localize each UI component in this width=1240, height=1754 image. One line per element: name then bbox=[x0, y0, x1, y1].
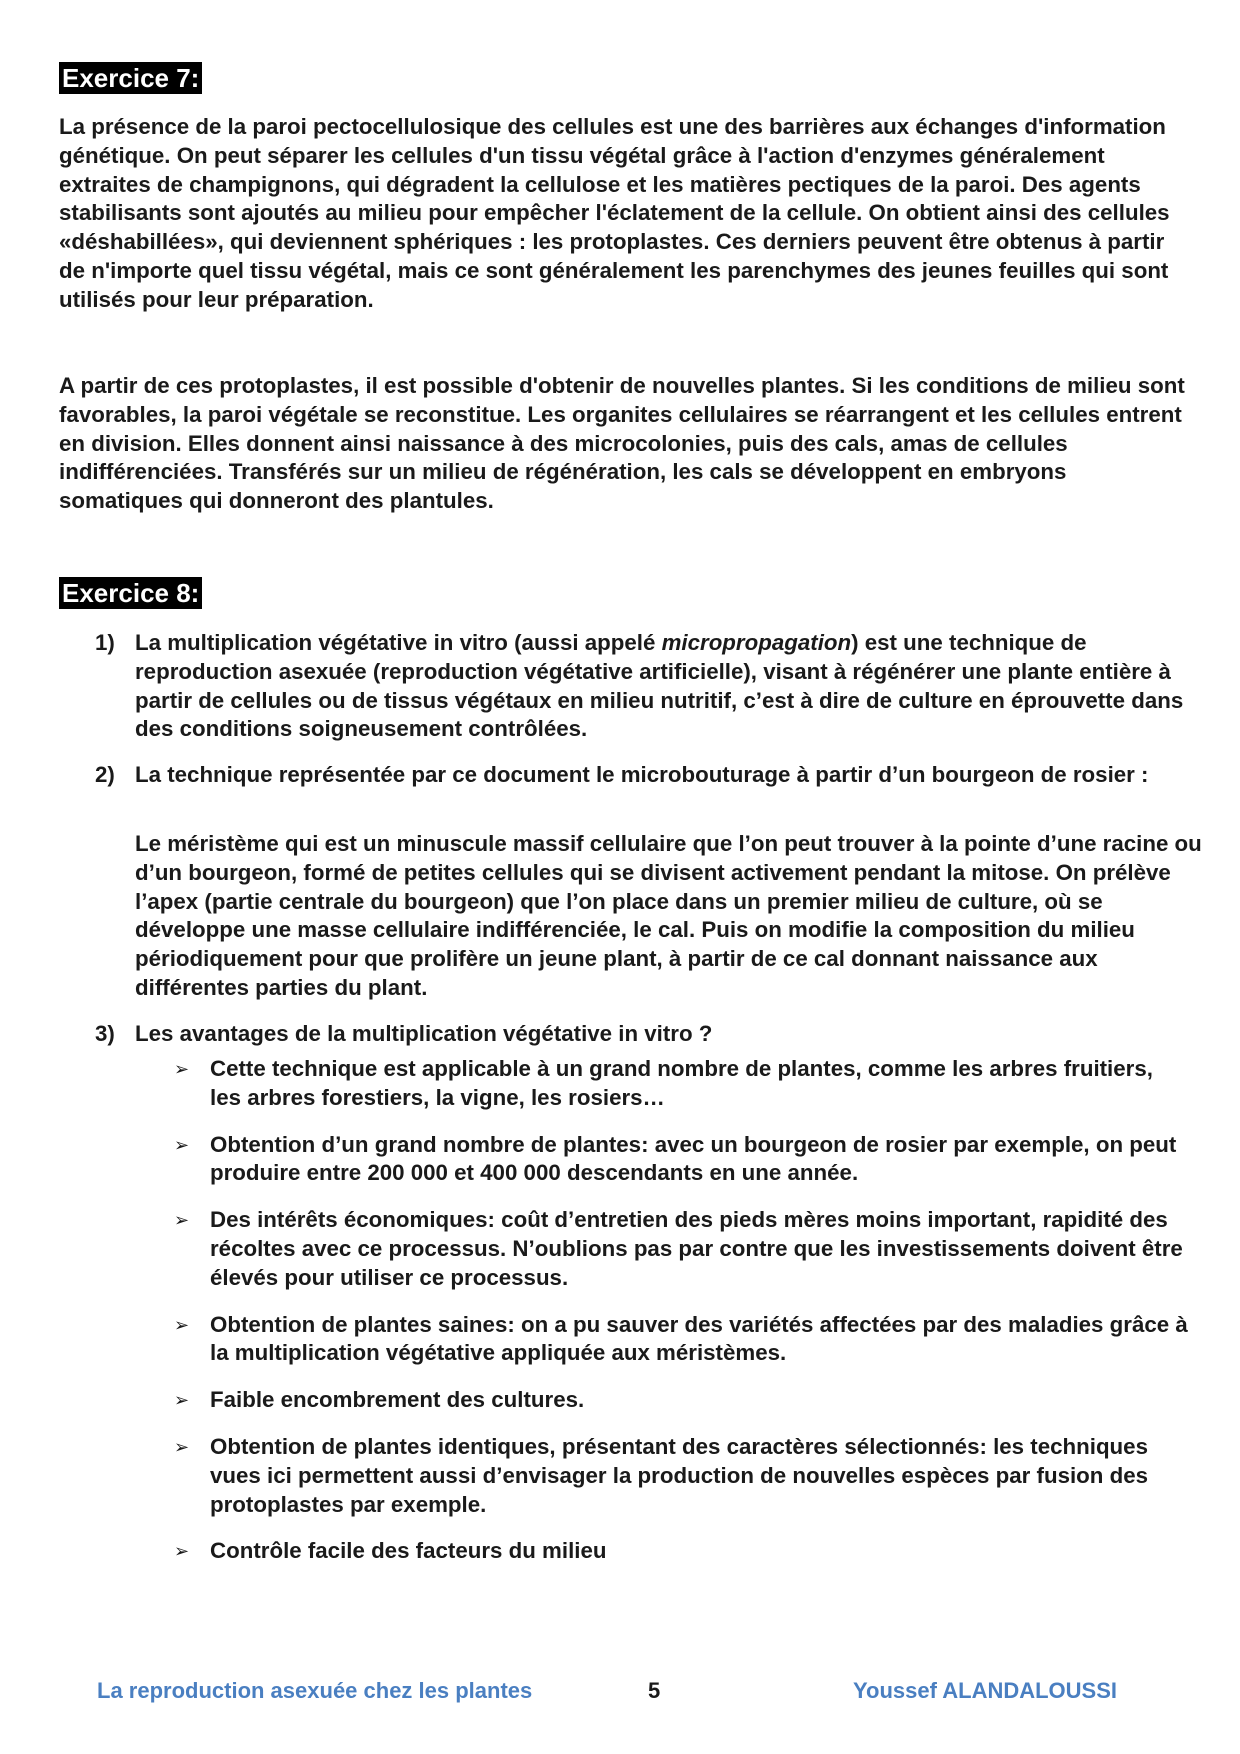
footer-author: Youssef ALANDALOUSSI bbox=[853, 1678, 1118, 1703]
advantage-item bbox=[170, 1386, 1190, 1415]
exercise-7-paragraph-2: A partir de ces protoplastes, il est possible d'obtenir de nouvelles plantes. Si les conditions de milieu sont favorables, la paroi végétale se reconstitue. Les organites cellulaires se réarrangent et les cellules entrent en division. Elles donnent ainsi naissance à des microcolonies, puis des cals, amas de cellules indifférenciées. Transférés sur un milieu de régénération, les cals se développent en embryons somatiques qui donneront des plantules. bbox=[59, 373, 1185, 514]
arrowhead-bullet-icon: ➢ bbox=[174, 1541, 190, 1562]
question-2-text: La technique représentée par ce document le microbouturage à partir d’un bourgeon de rosier : bbox=[135, 762, 1149, 787]
question-3-number: 3) bbox=[95, 1021, 115, 1046]
arrowhead-bullet-icon: ➢ bbox=[174, 1314, 190, 1335]
advantage-text: Obtention de plantes identiques, présentant des caractères sélectionnés: les techniques vues ici permettent aussi d’envisager la production de nouvelles espèces par fusion des protoplastes par exemple. bbox=[210, 1433, 1149, 1517]
advantage-text: Obtention de plantes saines: on a pu sauver des variétés affectées par des maladies grâce à la multiplication végétative appliquée aux méristèmes. bbox=[210, 1311, 1188, 1366]
advantages-list bbox=[170, 1055, 1190, 1584]
question-1-text bbox=[135, 629, 1205, 744]
advantage-text: Cette technique est applicable à un grand nombre de plantes, comme les arbres fruitiers, les arbres forestiers, la vigne, les rosiers… bbox=[210, 1056, 1153, 1110]
advantage-item bbox=[170, 1537, 1190, 1566]
advantage-item bbox=[170, 1131, 1190, 1189]
question-1-text-start: La multiplication végétative in vitro (aussi appelé bbox=[135, 630, 662, 655]
exercise-7-heading: Exercice 7: bbox=[59, 62, 202, 94]
advantage-item bbox=[170, 1055, 1190, 1113]
arrowhead-bullet-icon: ➢ bbox=[174, 1210, 190, 1231]
advantage-item bbox=[170, 1206, 1190, 1292]
question-2-answer: Le méristème qui est un minuscule massif cellulaire que l’on peut trouver à la pointe d’une racine ou d’un bourgeon, formé de petites cellules qui se divisent activement pendant la mitose. On prélève l’apex (partie centrale du bourgeon) que l’on place dans un premier milieu de culture, où se développe une masse cellulaire indifférenciée, le cal. Puis on modifie la composition du milieu périodiquement pour que prolifère un jeune plant, à partir de ce cal donnant naissance aux différentes parties du plant. bbox=[135, 831, 1202, 1000]
advantage-item bbox=[170, 1311, 1190, 1369]
arrowhead-bullet-icon: ➢ bbox=[174, 1390, 190, 1411]
question-1-text-end: ) est une technique de reproduction asexuée (reproduction végétative artificielle), visant à régénérer une plante entière à partir de cellules ou de tissus végétaux en milieu nutritif, c’est à dire de culture en éprouvette dans des conditions soigneusement contrôlées. bbox=[135, 630, 1184, 742]
advantage-text: Des intérêts économiques: coût d’entretien des pieds mères moins important, rapidité des récoltes avec ce processus. N’oublions pas par contre que les investissements doivent être élevés pour utiliser ce processus. bbox=[210, 1207, 1183, 1290]
advantage-text: Faible encombrement des cultures. bbox=[210, 1387, 585, 1413]
exercise-8-heading: Exercice 8: bbox=[59, 577, 202, 609]
footer-title: La reproduction asexuée chez les plantes bbox=[97, 1678, 533, 1703]
exercise-7-paragraph-1: La présence de la paroi pectocellulosique des cellules est une des barrières aux échanges d'information génétique. On peut séparer les cellules d'un tissu végétal grâce à l'action d'enzymes généralement extraites de champignons, qui dégradent la cellulose et les matières pectiques de la paroi. Des agents stabilisants sont ajoutés au milieu pour empêcher l'éclatement de la cellule. On obtient ainsi des cellules «déshabillées», qui deviennent sphériques : les protoplastes. Ces derniers peuvent être obtenus à partir de n'importe quel tissu végétal, mais ce sont généralement les parenchymes des jeunes feuilles qui sont utilisés pour leur préparation. bbox=[59, 114, 1170, 312]
arrowhead-bullet-icon: ➢ bbox=[174, 1436, 190, 1457]
advantage-text: Obtention d’un grand nombre de plantes: avec un bourgeon de rosier par exemple, on peut produire entre 200 000 et 400 000 descendants en une année. bbox=[210, 1131, 1177, 1186]
arrowhead-bullet-icon: ➢ bbox=[174, 1059, 190, 1079]
question-1-number: 1) bbox=[95, 630, 115, 655]
question-1-italic-term: micropropagation bbox=[661, 630, 852, 655]
advantage-text: Contrôle facile des facteurs du milieu bbox=[210, 1538, 607, 1564]
arrowhead-bullet-icon: ➢ bbox=[174, 1134, 190, 1155]
footer-page-number: 5 bbox=[648, 1678, 661, 1703]
advantage-item bbox=[170, 1433, 1190, 1519]
question-2-number: 2) bbox=[95, 762, 115, 787]
question-3-text: Les avantages de la multiplication végétative in vitro ? bbox=[135, 1021, 713, 1046]
